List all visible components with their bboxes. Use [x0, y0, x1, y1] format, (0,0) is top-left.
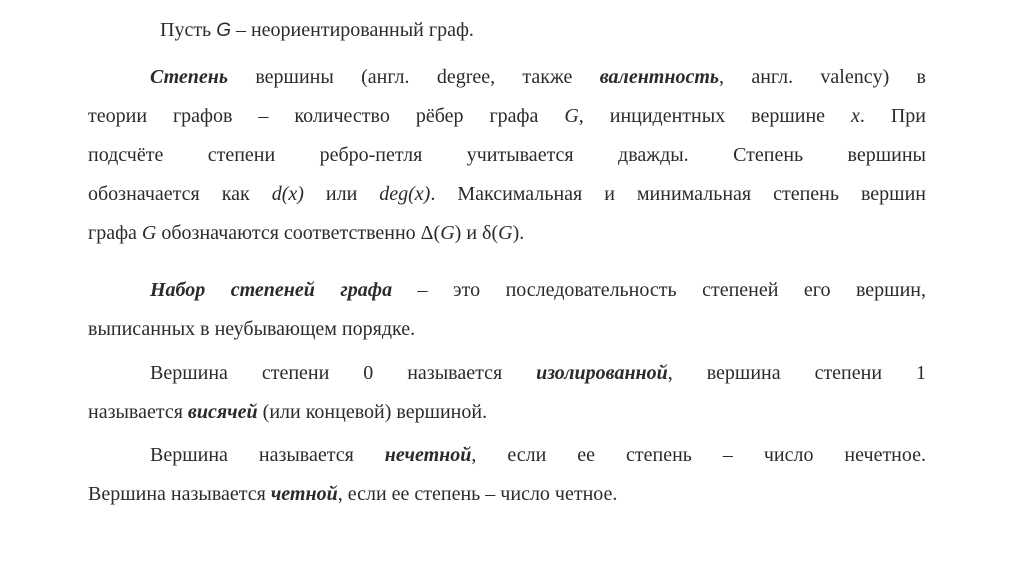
line: [88, 97, 926, 136]
graph-symbol: G: [216, 20, 231, 41]
line: выписанных в неубывающем порядке.: [88, 318, 416, 340]
text: теории графов – количество рёбер графа: [88, 105, 565, 127]
text: , если ее степень – число нечетное.: [471, 444, 927, 466]
text: Вершина называется: [150, 444, 385, 466]
text: Пусть: [160, 19, 217, 41]
graph-symbol: G: [440, 222, 455, 244]
term-degree: Степень: [150, 66, 229, 88]
text: , вершина степени 1: [667, 362, 926, 384]
text: . Максимальная и минимальная степень вершин: [430, 183, 926, 205]
text: – это последовательность степеней его вершин,: [392, 279, 926, 301]
text: – неориентированный граф.: [230, 19, 474, 41]
text: или: [303, 183, 380, 205]
text: , англ. valency) в: [719, 66, 926, 88]
graph-symbol: G: [498, 222, 513, 244]
notation-degx: deg(x): [379, 183, 431, 205]
line: [88, 175, 926, 214]
graph-symbol: G: [141, 222, 157, 244]
term-valency: валентность: [599, 66, 720, 88]
text: называется: [88, 401, 188, 423]
intro-paragraph: [160, 11, 860, 50]
line: [88, 393, 926, 432]
intro-line: [160, 11, 860, 50]
term-pendant: висячей: [187, 401, 258, 423]
degree-definition-paragraph: [88, 58, 926, 253]
line: [88, 354, 926, 393]
term-odd: нечетной: [384, 444, 472, 466]
line: [88, 214, 926, 253]
term-even: четной: [270, 483, 338, 505]
text: Вершина степени 0 называется: [150, 362, 537, 384]
text: графа: [88, 222, 142, 244]
text: . При: [859, 105, 926, 127]
text: обозначаются соответственно Δ(: [156, 222, 441, 244]
line: [88, 58, 926, 97]
odd-even-paragraph: [88, 436, 926, 514]
graph-symbol: G: [564, 105, 579, 127]
text: обозначается как: [88, 183, 272, 205]
text: , если ее степень – число четное.: [337, 483, 618, 505]
text: , инцидентных вершине: [578, 105, 851, 127]
text: ).: [512, 222, 525, 244]
text: ) и δ(: [454, 222, 499, 244]
text: вершины (англ. degree, также: [228, 66, 600, 88]
term-isolated: изолированной: [536, 362, 668, 384]
line: [88, 475, 926, 514]
line: [88, 271, 926, 310]
text: Вершина называется: [88, 483, 271, 505]
isolated-pendant-paragraph: [88, 354, 926, 432]
line: подсчёте степени ребро-петля учитывается дважды. Степень вершины: [88, 144, 926, 166]
term-degree-sequence: Набор степеней графа: [150, 279, 393, 301]
degree-sequence-paragraph: [88, 271, 926, 349]
notation-dx: d(x): [271, 183, 304, 205]
text: (или концевой) вершиной.: [257, 401, 488, 423]
line: [88, 436, 926, 475]
vertex-symbol: x: [851, 105, 860, 127]
